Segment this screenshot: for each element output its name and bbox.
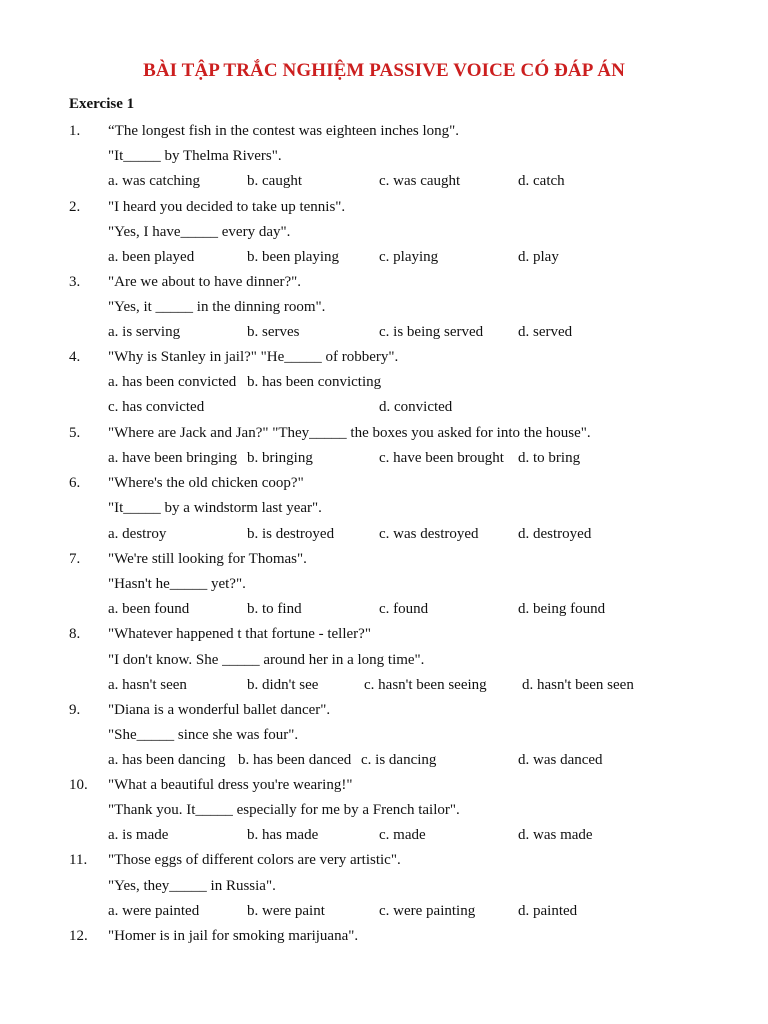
option-d: d. was danced [518,752,603,768]
question-text: "Thank you. It_____ especially for me by a French tailor". [108,802,460,818]
option-a: a. were painted [108,903,200,919]
option-c: c. playing [379,249,439,265]
option-c: c. has convicted [108,399,205,415]
option-c: c. have been brought [379,450,504,466]
option-a: a. has been convicted [108,374,237,390]
question-text: "I don't know. She _____ around her in a long time". [108,652,425,668]
question-text: "I heard you decided to take up tennis". [108,199,346,215]
question-text: "Homer is in jail for smoking marijuana". [108,928,359,944]
question-text: "Where are Jack and Jan?" "They_____ the boxes you asked for into the house". [108,425,591,441]
option-a: a. been found [108,601,190,617]
option-b: b. didn't see [247,677,319,693]
question-number: 12. [69,928,88,944]
option-d: d. play [518,249,559,265]
question-text: "Yes, I have_____ every day". [108,224,291,240]
option-b: b. is destroyed [247,526,335,542]
question-number: 7. [69,551,81,567]
option-c: c. hasn't been seeing [364,677,487,693]
question-text: "It_____ by a windstorm last year". [108,500,322,516]
question-text: "Why is Stanley in jail?" "He_____ of robbery". [108,349,399,365]
option-c: c. found [379,601,429,617]
option-a: a. been played [108,249,195,265]
option-d: d. painted [518,903,578,919]
option-b: b. serves [247,324,300,340]
option-a: a. destroy [108,526,167,542]
option-a: a. has been dancing [108,752,226,768]
option-d: d. being found [518,601,606,617]
option-d: d. hasn't been seen [522,677,634,693]
question-number: 5. [69,425,81,441]
option-c: c. is being served [379,324,484,340]
question-text: "Are we about to have dinner?". [108,274,302,290]
exercise-heading: Exercise 1 [69,96,135,112]
option-a: a. is serving [108,324,181,340]
question-text: "Those eggs of different colors are very artistic". [108,852,401,868]
question-number: 1. [69,123,81,139]
question-number: 11. [69,852,88,868]
question-text: “The longest fish in the contest was eighteen inches long". [108,123,460,139]
page-title: BÀI TẬP TRẮC NGHIỆM PASSIVE VOICE CÓ ĐÁP ÁN [143,60,625,81]
question-number: 8. [69,626,81,642]
option-c: c. was caught [379,173,461,189]
question-text: "What a beautiful dress you're wearing!" [108,777,353,793]
option-b: b. caught [247,173,302,189]
option-d: d. convicted [379,399,453,415]
question-number: 9. [69,702,81,718]
question-text: "She_____ since she was four". [108,727,299,743]
option-a: a. have been bringing [108,450,238,466]
option-b: b. bringing [247,450,313,466]
question-text: "Diana is a wonderful ballet dancer". [108,702,331,718]
option-d: d. to bring [518,450,581,466]
option-b: b. were paint [247,903,325,919]
question-number: 6. [69,475,81,491]
question-number: 10. [69,777,88,793]
question-text: "It_____ by Thelma Rivers". [108,148,282,164]
question-text: "Yes, it _____ in the dinning room". [108,299,326,315]
option-a: a. was catching [108,173,201,189]
option-b: b. been playing [247,249,340,265]
question-number: 3. [69,274,81,290]
option-b: b. has made [247,827,319,843]
option-d: d. was made [518,827,593,843]
option-c: c. is dancing [361,752,437,768]
question-text: "Whatever happened t that fortune - teller?" [108,626,371,642]
question-text: "We're still looking for Thomas". [108,551,307,567]
question-number: 2. [69,199,81,215]
option-d: d. destroyed [518,526,592,542]
question-text: "Where's the old chicken coop?" [108,475,304,491]
question-text: "Hasn't he_____ yet?". [108,576,246,592]
option-a: a. hasn't seen [108,677,187,693]
option-b: b. has been convicting [247,374,382,390]
option-c: c. were painting [379,903,476,919]
question-text: "Yes, they_____ in Russia". [108,878,276,894]
option-d: d. served [518,324,573,340]
option-d: d. catch [518,173,565,189]
option-b: b. has been danced [238,752,352,768]
option-c: c. was destroyed [379,526,479,542]
option-a: a. is made [108,827,169,843]
option-b: b. to find [247,601,302,617]
question-number: 4. [69,349,81,365]
option-c: c. made [379,827,426,843]
